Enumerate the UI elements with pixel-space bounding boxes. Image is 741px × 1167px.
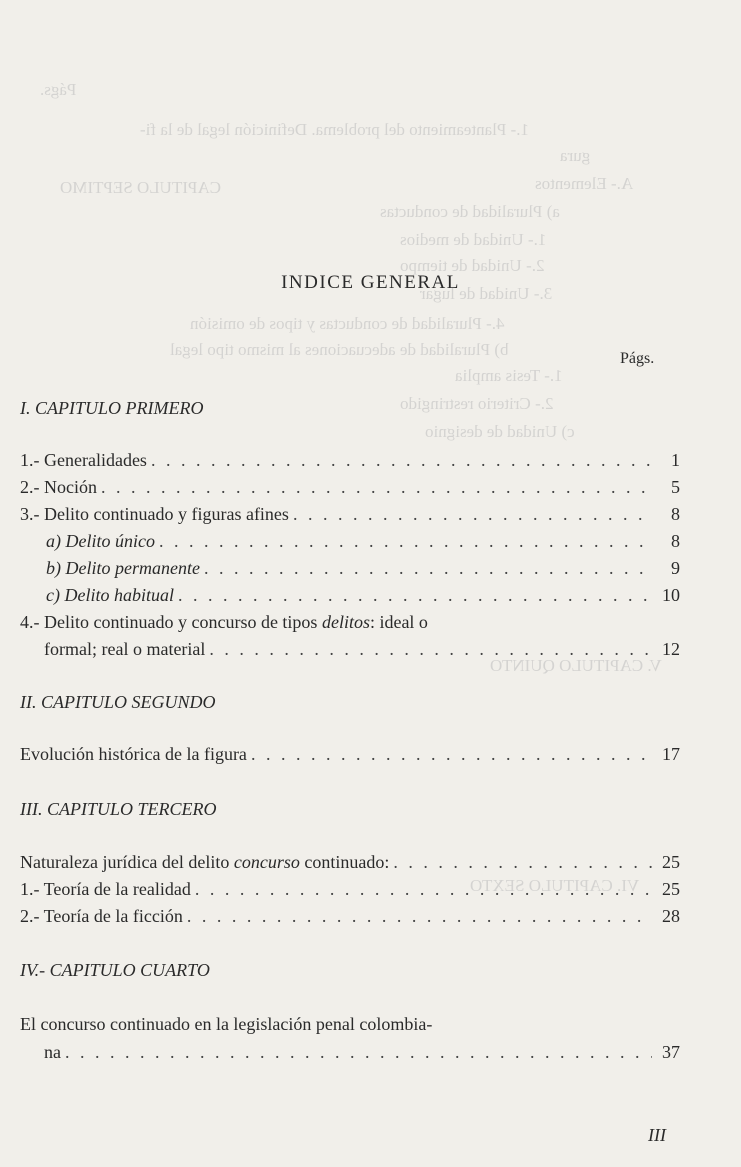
toc-entry-page: 25 — [662, 852, 680, 872]
page-title: INDICE GENERAL — [281, 272, 460, 293]
toc-entry-page: 10 — [662, 585, 680, 605]
label-part: Naturaleza jurídica del delito — [20, 852, 234, 872]
toc-entry-label — [20, 852, 389, 873]
leader-dots — [195, 879, 652, 900]
bleed-through-line: V. CAPITULO QUINTO — [490, 656, 662, 675]
toc-entry-page: 8 — [671, 531, 680, 551]
bleed-through-line: 2.- Unidad de tiempo — [400, 256, 545, 275]
chapter-heading: I. CAPITULO PRIMERO — [20, 398, 204, 418]
toc-entry-page: 9 — [671, 558, 680, 578]
toc-subentry[interactable] — [20, 531, 680, 552]
leader-dots — [187, 906, 652, 927]
toc-entry-label-line1[interactable]: El concurso continuado en la legislación penal colombia- — [20, 1014, 433, 1034]
toc-entry-label: a) Delito único — [46, 531, 155, 551]
leader-dots — [178, 585, 652, 606]
toc-entry-label: 2.- Teoría de la ficción — [20, 906, 183, 926]
chapter-heading: III. CAPITULO TERCERO — [20, 799, 217, 819]
toc-entry-label: formal; real o material — [44, 639, 206, 659]
toc-subentry[interactable] — [20, 558, 680, 579]
leader-dots — [393, 852, 652, 873]
toc-entry[interactable] — [20, 879, 680, 900]
leader-dots — [101, 477, 652, 498]
bleed-through-line: gura — [560, 146, 591, 165]
toc-entry-page: 37 — [662, 1042, 680, 1062]
bleed-through-line: 2.- Criterio restringido — [400, 394, 554, 413]
toc-entry-label: b) Delito permanente — [46, 558, 200, 578]
bleed-through-line: c) Unidad de designio — [425, 422, 575, 441]
label-part: continuado: — [299, 852, 390, 872]
toc-entry-label: Evolución histórica de la figura — [20, 744, 247, 764]
toc-entry-continuation[interactable] — [44, 639, 680, 660]
toc-entry-page: 17 — [662, 744, 680, 764]
bleed-through-line: a) Pluralidad de conductas — [380, 202, 560, 221]
label-part: 4.- Delito continuado y concurso de tipos — [20, 612, 322, 632]
bleed-through-line: VI. CAPITULO SEXTO — [470, 876, 640, 895]
bleed-through-line: 4.- Pluralidad de conductas y tipos de omisión — [190, 314, 505, 333]
toc-entry-label: c) Delito habitual — [46, 585, 174, 605]
bleed-through-line: b) Pluralidad de adecuaciones al mismo tipo legal — [170, 340, 509, 359]
label-part: : ideal o — [369, 612, 428, 632]
toc-entry-page: 8 — [671, 504, 680, 524]
toc-entry[interactable] — [20, 504, 680, 525]
toc-entry-label: 1.- Generalidades — [20, 450, 147, 470]
toc-entry-label: 1.- Teoría de la realidad — [20, 879, 191, 899]
toc-entry[interactable] — [20, 906, 680, 927]
bleed-through-line: Págs. — [40, 80, 77, 99]
toc-entry[interactable] — [20, 477, 680, 498]
page-folio: III — [648, 1125, 666, 1145]
toc-subentry[interactable] — [20, 585, 680, 606]
bleed-through-line: CAPITULO SEPTIMO — [60, 178, 222, 197]
bleed-through-line: 1.- Unidad de medios — [400, 230, 547, 249]
leader-dots — [65, 1042, 652, 1063]
toc-entry-continuation[interactable] — [44, 1042, 680, 1063]
toc-entry[interactable] — [20, 744, 680, 765]
bleed-through-line: 1.- Planteamiento del problema. Definición legal de la fi- — [140, 120, 529, 139]
toc-entry-page: 12 — [662, 639, 680, 659]
leader-dots — [293, 504, 652, 525]
toc-entry-page: 28 — [662, 906, 680, 926]
bleed-through-line: 1.- Tesis amplia — [455, 366, 563, 385]
chapter-heading: IV.- CAPITULO CUARTO — [20, 960, 210, 980]
toc-entry[interactable] — [20, 852, 680, 873]
label-emphasis: delitos — [321, 612, 370, 632]
toc-entry-page: 5 — [671, 477, 680, 497]
toc-entry-page: 1 — [671, 450, 680, 470]
toc-entry-label: 3.- Delito continuado y figuras afines — [20, 504, 289, 524]
label-emphasis: concurso — [233, 852, 300, 872]
chapter-heading: II. CAPITULO SEGUNDO — [20, 692, 216, 712]
toc-entry-label-line1[interactable] — [20, 612, 428, 633]
toc-entry[interactable] — [20, 450, 680, 471]
toc-entry-label: na — [44, 1042, 61, 1062]
leader-dots — [251, 744, 652, 765]
leader-dots — [151, 450, 652, 471]
pages-column-header: Págs. — [620, 350, 655, 367]
bleed-through-line: 3.- Unidad de lugar — [420, 284, 553, 303]
leader-dots — [204, 558, 652, 579]
toc-entry-page: 25 — [662, 879, 680, 899]
toc-entry-label: 2.- Noción — [20, 477, 97, 497]
bleed-through-line: A.- Elementos — [535, 174, 634, 193]
leader-dots — [209, 639, 652, 660]
leader-dots — [159, 531, 652, 552]
